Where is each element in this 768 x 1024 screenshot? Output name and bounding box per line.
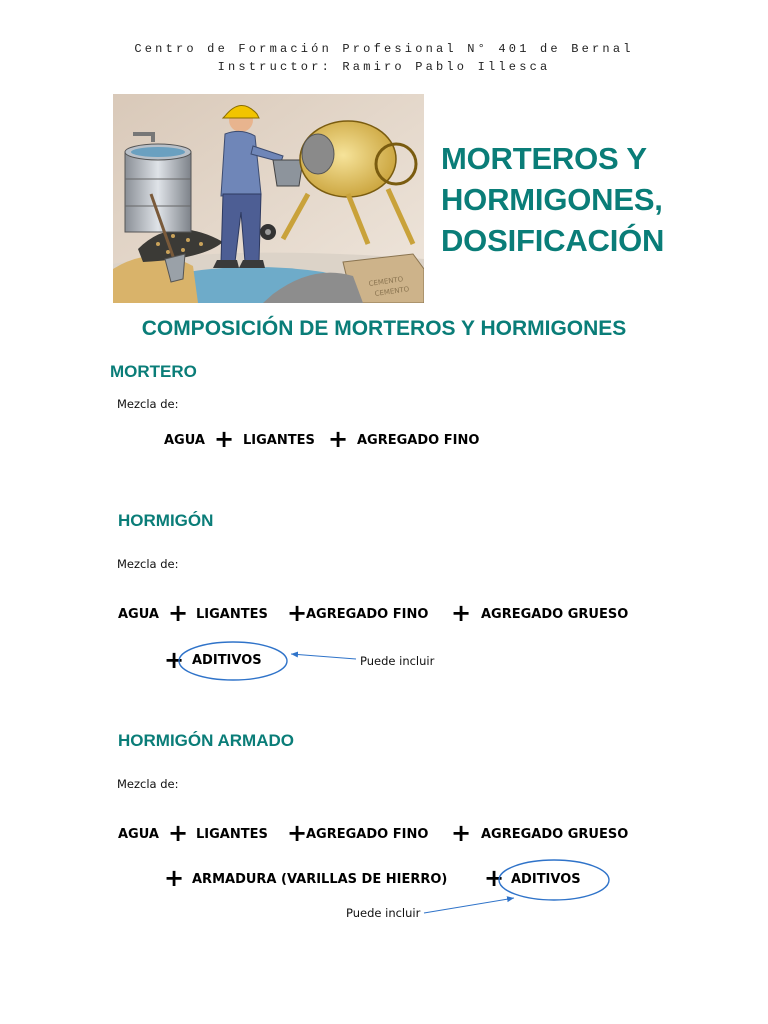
term-aditivos: ADITIVOS (511, 872, 581, 887)
hormigon-armado-heading: HORMIGÓN ARMADO (118, 731, 294, 750)
term-agregado-fino: AGREGADO FINO (357, 433, 480, 448)
arrow (291, 654, 356, 659)
institution-line: Centro de Formación Profesional N° 401 de Bernal (134, 42, 634, 56)
term-agua: AGUA (118, 607, 159, 622)
bag-label: CEMENTO (368, 275, 404, 288)
plus-sign: + (164, 646, 185, 674)
term-ligantes: LIGANTES (243, 433, 315, 448)
aditivos-oval (499, 860, 609, 900)
term-ligantes: LIGANTES (196, 827, 268, 842)
plus-sign: + (328, 425, 349, 453)
section-title: COMPOSICIÓN DE MORTEROS Y HORMIGONES (141, 317, 627, 340)
plus-sign: + (451, 819, 472, 847)
term-ligantes: LIGANTES (196, 607, 268, 622)
plus-sign: + (168, 599, 189, 627)
aditivos-oval (179, 642, 287, 680)
hormigon-heading: HORMIGÓN (118, 511, 214, 530)
plus-sign: + (451, 599, 472, 627)
term-agregado-fino: AGREGADO FINO (306, 827, 429, 842)
armado-mezcla-label: Mezcla de: (117, 777, 179, 791)
term-agregado-fino: AGREGADO FINO (306, 607, 429, 622)
term-agua: AGUA (118, 827, 159, 842)
plus-sign: + (287, 819, 308, 847)
term-agregado-grueso: AGREGADO GRUESO (481, 827, 629, 842)
term-agregado-grueso: AGREGADO GRUESO (481, 607, 629, 622)
term-aditivos: ADITIVOS (192, 653, 262, 668)
title-line: HORMIGONES, (441, 182, 663, 217)
term-armadura: ARMADURA (VARILLAS DE HIERRO) (192, 872, 448, 887)
puede-incluir-note: Puede incluir (360, 654, 435, 668)
plus-sign: + (164, 864, 185, 892)
term-agua: AGUA (164, 433, 205, 448)
mortero-mezcla-label: Mezcla de: (117, 397, 179, 411)
hormigon-mezcla-label: Mezcla de: (117, 557, 179, 571)
bag-label: CEMENTO (374, 285, 410, 298)
plus-sign: + (214, 425, 235, 453)
instructor-line: Instructor: Ramiro Pablo Illesca (217, 60, 551, 74)
title-line: MORTEROS Y (441, 141, 647, 176)
arrow (424, 898, 514, 913)
plus-sign: + (484, 864, 505, 892)
puede-incluir-note: Puede incluir (346, 906, 421, 920)
title-line: DOSIFICACIÓN (441, 223, 665, 258)
plus-sign: + (168, 819, 189, 847)
plus-sign: + (287, 599, 308, 627)
mortero-heading: MORTERO (110, 362, 197, 381)
